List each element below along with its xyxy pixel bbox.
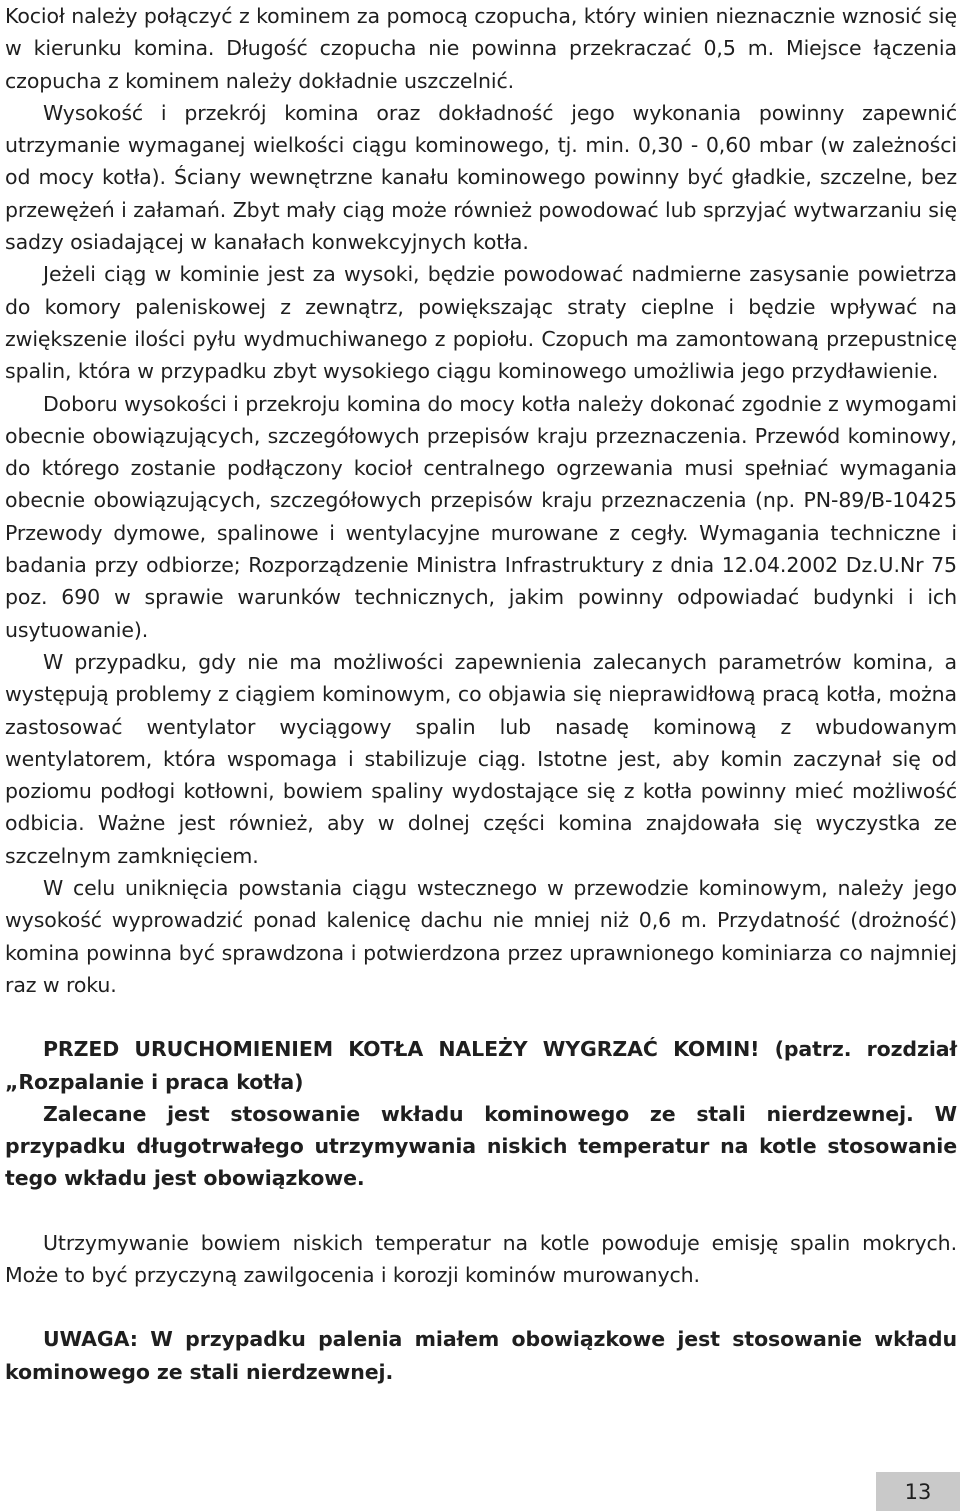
spacer: [5, 1291, 957, 1323]
paragraph-ciag-wsteczny: W celu uniknięcia powstania ciągu wstecznego w przewodzie kominowym, należy jego wysokość wyprowadzić ponad kalenicę dachu nie mniej niż 0,6 m. Przydatność (drożność) komina powinna być sprawdzona i potwierdzona przez uprawnionego kominiarza co najmniej raz w roku.: [5, 876, 957, 997]
paragraph-wentylator: W przypadku, gdy nie ma możliwości zapewnienia zalecanych parametrów komina, a występują problemy z ciągiem kominowym, co objawia się nieprawidłową pracą kotła, można zastosować wentylator wyciągowy spalin lub nasadę kominową z wbudowanym wentylatorem, która wspomaga i stabilizuje ciąg. Istotne jest, aby komin zaczynał się od poziomu podłogi kotłowni, bowiem spaliny wydostające się z kotła powinny mieć możliwość odbicia. Ważne jest również, aby w dolnej części komina znajdowała się wyczystka ze szczelnym zamknięciem.: [5, 649, 957, 868]
warning-wygrzac-komin: PRZED URUCHOMIENIEM KOTŁA NALEŻY WYGRZAĆ KOMIN! (patrz. rozdział „Rozpalanie i praca kotła): [5, 1037, 957, 1094]
paragraph-komin-ciag: Wysokość i przekrój komina oraz dokładność jego wykonania powinny zapewnić utrzymanie wymaganej wielkości ciągu kominowego, tj. min. 0,30 - 0,60 mbar (w zależności od mocy kotła). Ściany wewnętrzne kanału kominowego powinny być gładkie, szczelne, bez przewężeń i załamań. Zbyt mały ciąg może również powodować lub sprzyjać wytwarzaniu się sadzy osiadającej w kanałach konwekcyjnych kotła.: [5, 100, 957, 255]
page-number-label: 13: [904, 1479, 932, 1504]
paragraph-niskie-temperatury: Utrzymywanie bowiem niskich temperatur na kotle powoduje emisję spalin mokrych. Może to być przyczyną zawilgocenia i korozji kominów murowanych.: [5, 1230, 957, 1287]
spacer: [5, 1001, 957, 1033]
paragraph-czopuch: Kocioł należy połączyć z kominem za pomocą czopucha, który winien nieznacznie wznosić się w kierunku komina. Długość czopucha nie powinna przekraczać 0,5 m. Miejsce łączenia czopucha z kominem należy dokładnie uszczelnić.: [5, 4, 957, 93]
document-body: [5, 0, 957, 1388]
warning-palenie-mialem: UWAGA: W przypadku palenia miałem obowiązkowe jest stosowanie wkładu kominowego ze stali nierdzewnej.: [5, 1327, 957, 1384]
recommendation-wklad-kominowy: Zalecane jest stosowanie wkładu kominowego ze stali nierdzewnej. W przypadku długotrwałego utrzymywania niskich temperatur na kotle stosowanie tego wkładu jest obowiązkowe.: [5, 1101, 957, 1191]
spacer: [5, 1195, 957, 1227]
paragraph-dobor-komina: Doboru wysokości i przekroju komina do mocy kotła należy dokonać zgodnie z wymogami obecnie obowiązujących, szczegółowych przepisów kraju przeznaczenia. Przewód kominowy, do którego zostanie podłączony kocioł centralnego ogrzewania musi spełniać wymagania obecnie obowiązujących, szczegółowych przepisów kraju przeznaczenia (np. PN-89/B-10425 Przewody dymowe, spalinowe i wentylacyjne murowane z cegły. Wymagania techniczne i badania przy odbiorze; Rozporządzenie Ministra Infrastruktury z dnia 12.04.2002 Dz.U.Nr 75 poz. 690 w sprawie warunków technicznych, jakim powinny odpowiadać budynki i ich usytuowanie).: [5, 391, 957, 642]
paragraph-ciag-wysoki: Jeżeli ciąg w kominie jest za wysoki, będzie powodować nadmierne zasysanie powietrza do komory paleniskowej z zewnątrz, powiększając straty cieplne i będzie wpływać na zwiększenie ilości pyłu wydmuchiwanego z popiołu. Czopuch ma zamontowaną przepustnicę spalin, która w przypadku zbyt wysokiego ciągu kominowego umożliwia jego przydławienie.: [5, 262, 957, 384]
page-number: [876, 1472, 960, 1511]
